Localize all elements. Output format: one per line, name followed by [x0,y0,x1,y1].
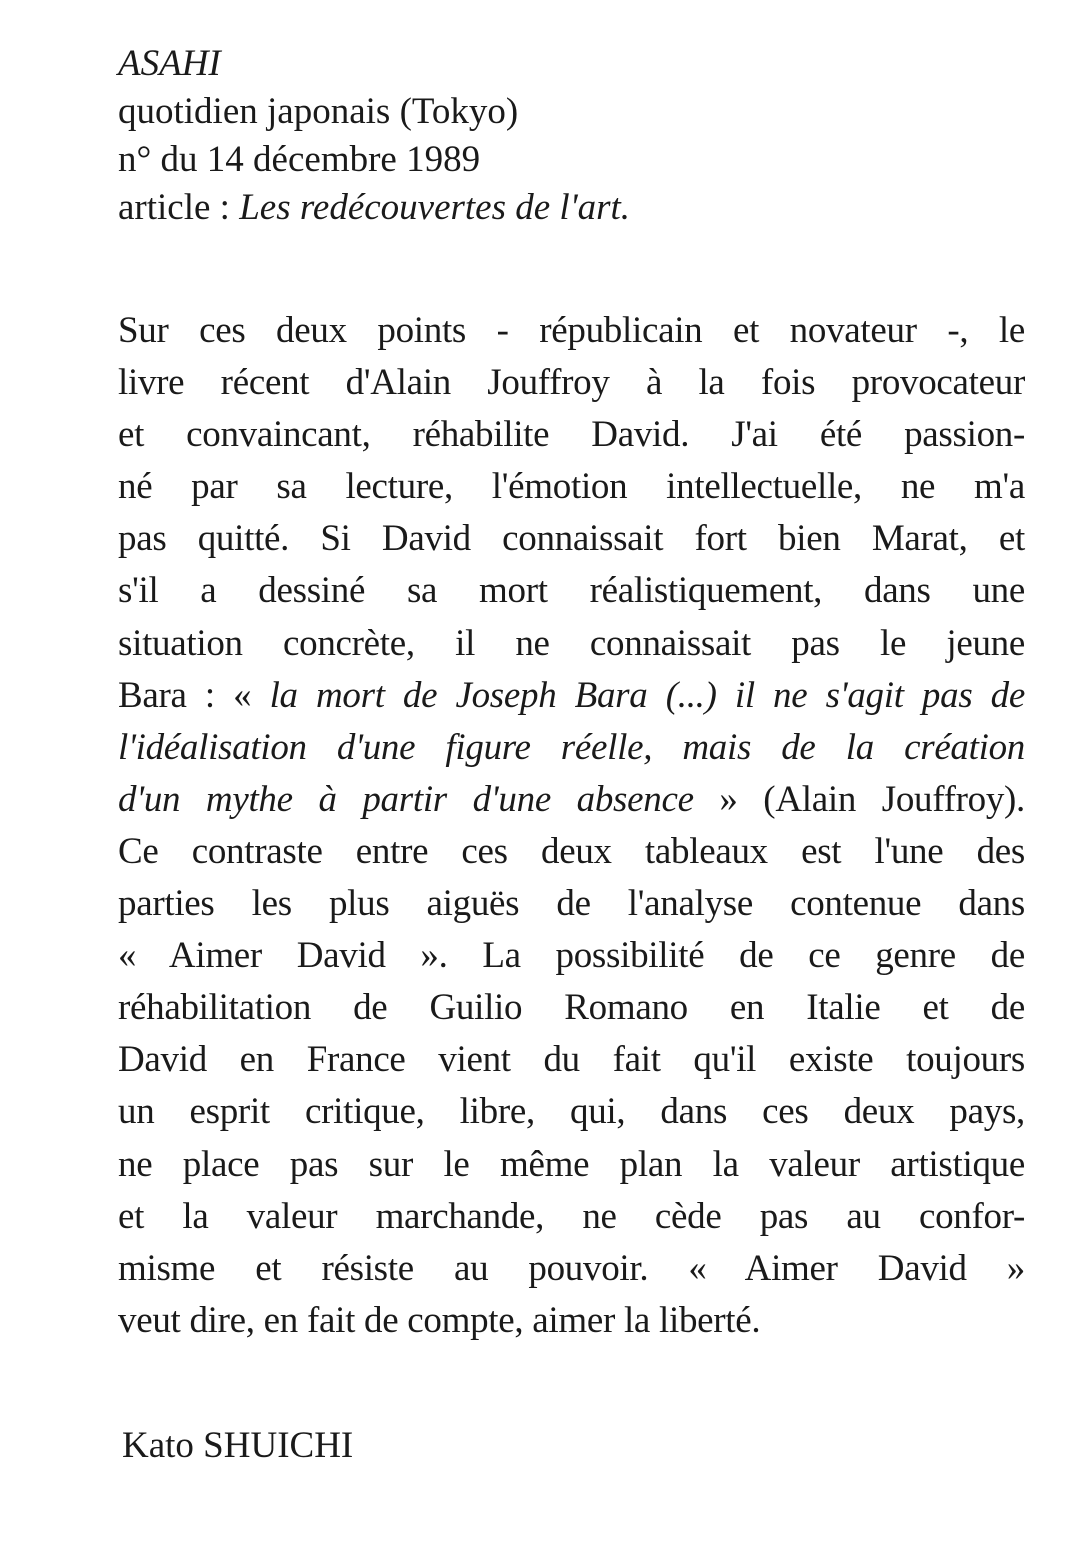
body-line [118,461,1025,513]
body-line [118,565,1025,617]
publication-name: ASAHI [118,43,221,84]
body-line [118,409,1025,461]
text-segment: misme et résiste au pouvoir. « Aimer David » [118,1247,1025,1289]
text-segment: « Aimer David ». La possibilité de ce genre de [118,935,1025,977]
article-title: Les redécouvertes de l'art. [239,187,631,228]
body-line [118,774,1025,826]
text-segment: et convaincant, réhabilite David. J'ai été passion- [118,414,1025,456]
text-segment: ne place pas sur le même plan la valeur artistique [118,1143,1025,1185]
body-line [118,1191,1025,1243]
body-line [118,982,1025,1034]
body-line [118,1295,1025,1347]
author-signature: Kato SHUICHI [122,1425,354,1466]
body-line [118,513,1025,565]
text-segment: né par sa lecture, l'émotion intellectuelle, ne m'a [118,466,1025,508]
text-segment: livre récent d'Alain Jouffroy à la fois provocateur [118,362,1025,404]
body-line [118,722,1025,774]
text-segment: et la valeur marchande, ne cède pas au confor- [118,1195,1025,1237]
text-segment: Ce contraste entre ces deux tableaux est l'une des [118,830,1025,872]
text-segment: situation concrète, il ne connaissait pas le jeune [118,622,1025,664]
body-line [118,878,1025,930]
body-line [118,1139,1025,1191]
body-line [118,618,1025,670]
text-segment: un esprit critique, libre, qui, dans ces deux pays, [118,1091,1025,1133]
article-line [118,184,1028,232]
document-header [118,40,1028,232]
quote-segment: d'un mythe à partir d'une absence [118,778,694,820]
quote-segment: la mort de Joseph Bara (...) il ne s'agit pas de [269,674,1025,716]
body-line [118,1086,1025,1138]
text-segment: Sur ces deux points - républicain et novateur -, le [118,310,1025,351]
text-segment: réhabilitation de Guilio Romano en Italie et de [118,987,1025,1029]
text-segment: parties les plus aiguës de l'analyse contenue dans [118,883,1025,925]
publication-description: quotidien japonais (Tokyo) [118,91,519,132]
text-segment: » (Alain Jouffroy). [693,778,1025,820]
body-line [118,670,1025,722]
body-line [118,357,1025,409]
issue-date: n° du 14 décembre 1989 [118,139,481,180]
quote-segment: l'idéalisation d'une figure réelle, mais de la création [118,726,1025,768]
body-line [118,1243,1025,1295]
text-segment: veut dire, en fait de compte, aimer la liberté. [118,1299,761,1341]
text-segment: David en France vient du fait qu'il existe toujours [118,1039,1025,1081]
body-line [118,1034,1025,1086]
text-segment: pas quitté. Si David connaissait fort bien Marat, et [118,518,1025,560]
body-line [118,826,1025,878]
article-body [118,305,1025,1347]
text-segment: s'il a dessiné sa mort réalistiquement, dans une [118,570,1025,612]
text-segment: Bara : « [118,674,270,716]
body-line [118,305,1025,357]
article-label: article : [118,187,240,228]
body-line [118,930,1025,982]
